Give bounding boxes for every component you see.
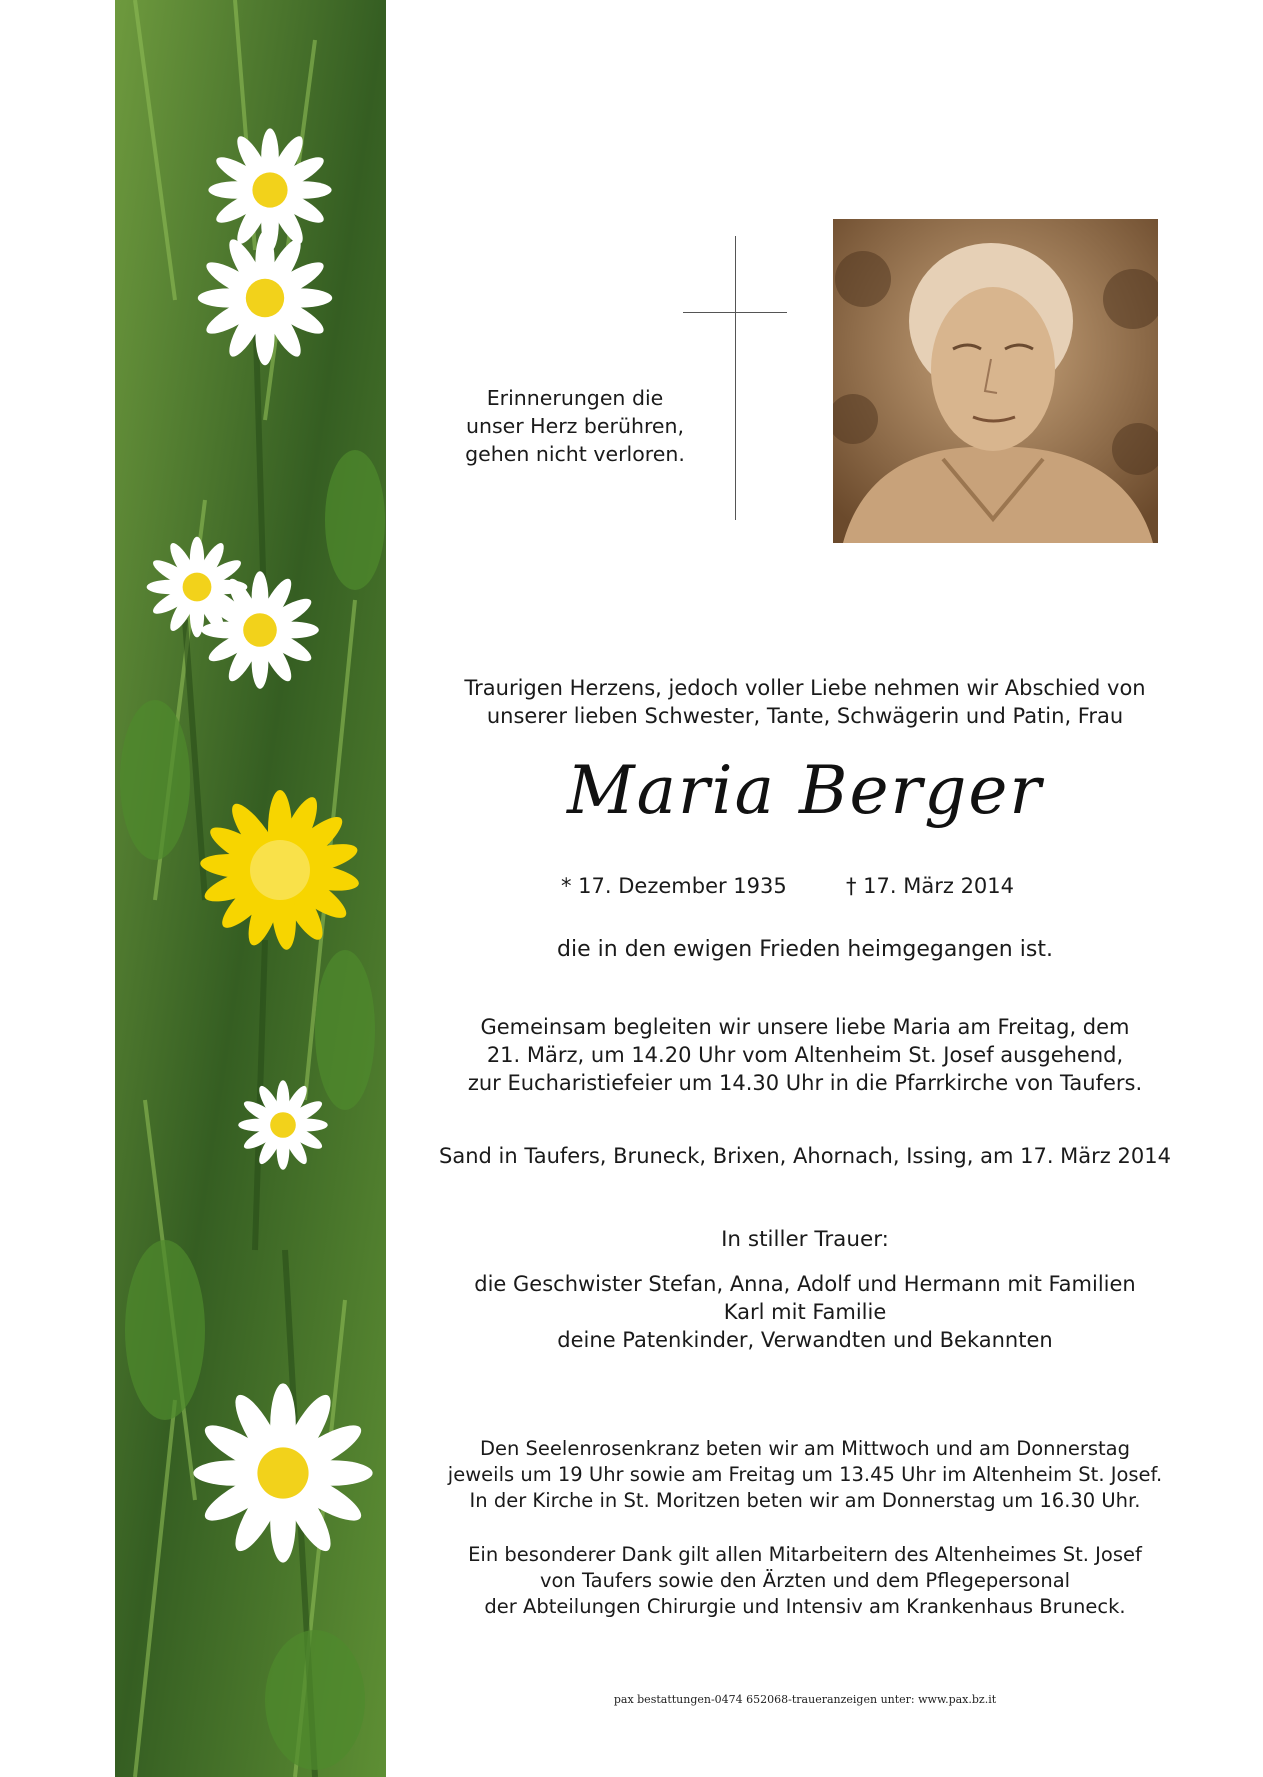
mourner-line: die Geschwister Stefan, Anna, Adolf und Hermann mit Familien: [474, 1272, 1136, 1296]
funeral-line: zur Eucharistiefeier um 14.30 Uhr in die Pfarrkirche von Taufers.: [467, 1071, 1143, 1095]
quote-line: Erinnerungen die: [486, 386, 664, 410]
death-date: † 17. März 2014: [846, 874, 1015, 898]
deceased-name: Maria Berger: [567, 752, 1043, 829]
intro-line: unserer lieben Schwester, Tante, Schwägerin und Patin, Frau: [486, 704, 1124, 728]
rosary-line: Den Seelenrosenkranz beten wir am Mittwoch und am Donnerstag: [479, 1437, 1131, 1460]
rosary-info: [405, 1436, 1205, 1514]
rosary-line: jeweils um 19 Uhr sowie am Freitag um 13.45 Uhr im Altenheim St. Josef.: [447, 1463, 1163, 1486]
cross-icon-horizontal: [683, 312, 787, 313]
thanks-line: von Taufers sowie den Ärzten und dem Pflegepersonal: [539, 1569, 1071, 1592]
funeral-details: [405, 1013, 1205, 1097]
intro-text: [405, 674, 1205, 730]
cross-icon-vertical: [735, 236, 736, 520]
quote-line: unser Herz berühren,: [465, 414, 685, 438]
intro-line: Traurigen Herzens, jedoch voller Liebe nehmen wir Abschied von: [464, 676, 1146, 700]
mourner-line: deine Patenkinder, Verwandten und Bekannten: [557, 1328, 1053, 1352]
birth-date: * 17. Dezember 1935: [561, 874, 787, 898]
funeral-line: Gemeinsam begleiten wir unsere liebe Maria am Freitag, dem: [480, 1015, 1130, 1039]
mourner-line: Karl mit Familie: [723, 1300, 887, 1324]
thanks-line: Ein besonderer Dank gilt allen Mitarbeitern des Altenheimes St. Josef: [468, 1543, 1142, 1566]
portrait-photo: [833, 219, 1158, 543]
quote-line: gehen nicht verloren.: [465, 442, 685, 466]
memorial-quote: [440, 384, 710, 468]
flower-strip-image: [115, 0, 386, 1777]
footer-contact: pax bestattungen-0474 652068-traueranzeigen unter: www.pax.bz.it: [613, 1693, 997, 1706]
mourners-list: [405, 1270, 1205, 1354]
thanks-text: [405, 1542, 1205, 1620]
thanks-line: der Abteilungen Chirurgie und Intensiv am Krankenhaus Bruneck.: [484, 1595, 1126, 1618]
funeral-line: 21. März, um 14.20 Uhr vom Altenheim St. Josef ausgehend,: [486, 1043, 1124, 1067]
mourning-title: In stiller Trauer:: [721, 1227, 889, 1252]
peace-line: die in den ewigen Frieden heimgegangen ist.: [557, 937, 1053, 962]
place-date: Sand in Taufers, Bruneck, Brixen, Ahornach, Issing, am 17. März 2014: [439, 1144, 1171, 1168]
rosary-line: In der Kirche in St. Moritzen beten wir am Donnerstag um 16.30 Uhr.: [469, 1489, 1141, 1512]
